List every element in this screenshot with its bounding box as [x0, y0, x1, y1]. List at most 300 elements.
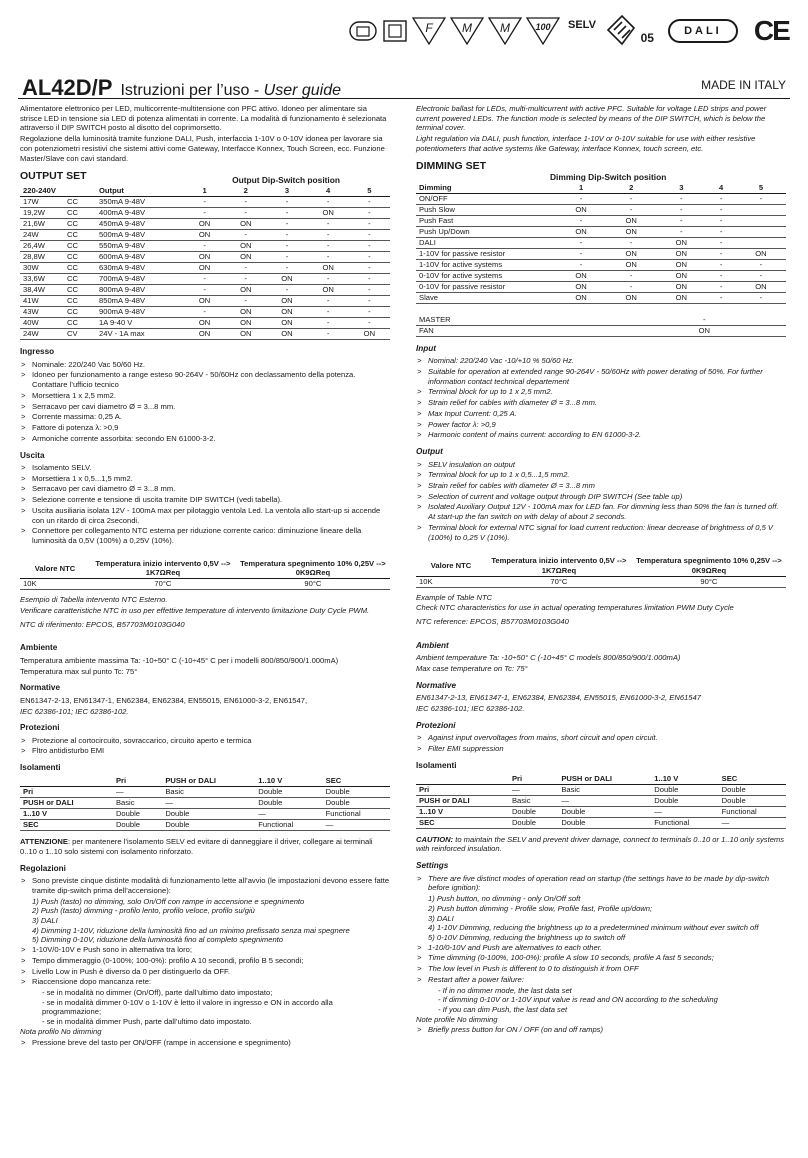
regolazioni-note: Nota profilo No dimming: [20, 1026, 102, 1036]
dimming-cell: 1-10V for passive resistor: [416, 249, 556, 260]
input-item: > Power factor λ: >0,9: [416, 420, 786, 430]
settings-bullet: > Time dimming (0-100%, 100-0%): profile A slow 10 seconds, profile A fast 5 seconds;: [416, 953, 786, 963]
output-cell: ON: [184, 230, 225, 241]
output-cell: -: [266, 219, 307, 230]
ingresso-item: > Corrente massima: 0,25 A.: [20, 412, 390, 422]
certification-symbols: [348, 14, 789, 48]
dimming-cell: -: [656, 216, 706, 227]
dimming-cell: ON: [556, 271, 606, 282]
output-cell: -: [308, 197, 349, 208]
ambient-text: Ambient temperature Ta: -10÷50° C (-10÷45° C models 800/850/900/1.000mA): [416, 653, 681, 663]
dimming-cell: -: [706, 216, 735, 227]
output-cell: ON: [225, 285, 266, 296]
intro-paragraph-2: Regolazione della luminosità tramite funzione DALI, Push, interfaccia 1-10V o 0-10V idonea per lavorare sia con potenziometri resistivi che sistemi attivi come Gateway, Interfacce Konnex, Touch Screen, ecc. Funzione Master/Slave con cavi standard.: [20, 134, 385, 163]
settings-sub-item: - If dimming 0-10V or 1-10V input value is read and ON according to the scheduling: [438, 995, 718, 1005]
normative-heading-en: Normative: [416, 680, 457, 690]
dimming-cell: 0-10V for passive resistor: [416, 282, 556, 293]
output-cell: 800mA 9-48V: [96, 285, 184, 296]
output-cell: -: [266, 252, 307, 263]
settings-mode: 5) 0-10V Dimming, reducing the brightness up to switch off: [428, 932, 626, 942]
output-cell: -: [349, 263, 390, 274]
dimming-cell: -: [556, 238, 606, 249]
dimming-cell: -: [706, 205, 735, 216]
dimming-cell: ON: [656, 293, 706, 304]
class-ii-icon: [382, 19, 408, 43]
output-table-row: [20, 263, 390, 274]
protezioni-item: > Protezione al cortocircuito, sovraccarico, circuito aperto e termica: [20, 736, 390, 746]
settings-sub-item: - If in no dimmer mode, the last data set: [438, 985, 572, 995]
output-cell: 24W: [20, 230, 64, 241]
output-cell: -: [266, 285, 307, 296]
isolamenti-head-cell: Pri: [509, 773, 558, 784]
ntc-note: Esempio di Tabella intervento NTC Esterno.: [20, 595, 168, 605]
dimming-cell: -: [556, 194, 606, 205]
output-cell: 350mA 9-48V: [96, 197, 184, 208]
dimming-cell: DALI: [416, 238, 556, 249]
ntc-table: Valore NTC Temperatura inizio intervento 0,5V --> 1K7ΩReq Temperatura spegnimento 10% 0,25V --> 0K9ΩReq 10K 70°C 90°C: [20, 559, 390, 590]
output-cell: -: [184, 197, 225, 208]
attenzione-text: ATTENZIONE: per mantenere l’isolamento SELV ed evitare di danneggiare il driver, collegare ai terminali 0..10 o 1..10 solo sistemi con isolamento rinforzato.: [20, 837, 373, 856]
isolamenti-cell: —: [558, 795, 651, 806]
output-cell: -: [349, 219, 390, 230]
dimming-table-row: [416, 293, 786, 304]
dimming-cell: ON: [656, 260, 706, 271]
dimming-table-row: [416, 249, 786, 260]
protezioni-list: [20, 736, 390, 756]
dimming-cell: -: [606, 205, 656, 216]
ntc-note-2: Verificare caratteristiche NTC in uso per effettive temperature di intervento limitazione Duty Cycle PWM.: [20, 605, 370, 615]
output-cell: -: [349, 208, 390, 219]
isolamenti-cell: Double: [323, 787, 390, 798]
isolamenti-cell: Double: [509, 806, 558, 817]
regolazioni-mode: 2) Push (tasto) dimming - profilo lento, profilo veloce, profilo su/giù: [32, 906, 255, 916]
output-cell: -: [349, 197, 390, 208]
dimming-cell: ON/OFF: [416, 194, 556, 205]
caution-text: CAUTION: to maintain the SELV and prevent driver damage, connect to terminals 0..10 or 1..10 only systems with reinforced insulation.: [416, 834, 785, 854]
master-table-row: [416, 314, 786, 325]
output-item: > Terminal block for external NTC signal for load current reduction: linear decrease of brightness of 0,5 V (100%) to 0,25 V (10%).: [416, 523, 786, 542]
regolazioni-bullet: > Livello Low in Push è diverso da 0 per distinguerlo da OFF.: [20, 967, 390, 977]
output-cell: ON: [308, 285, 349, 296]
model-name: AL42D/P: [22, 75, 113, 100]
made-in-italy: MADE IN ITALY: [701, 78, 786, 92]
output-cell: 33,6W: [20, 274, 64, 285]
isolamenti-head-cell: Pri: [113, 776, 162, 787]
dimming-cell: ON: [606, 293, 656, 304]
english-column: [416, 104, 786, 1036]
isolamenti-cell: Double: [719, 784, 786, 795]
uscita-item: > Isolamento SELV.: [20, 463, 390, 473]
output-cell: ON: [184, 219, 225, 230]
italian-column: [20, 104, 390, 1048]
isolamenti-table-en: [416, 773, 786, 829]
regolazioni-heading: Regolazioni: [20, 863, 66, 873]
output-cell: ON: [184, 263, 225, 274]
isolamenti-cell: —: [255, 809, 322, 820]
dimming-table-row: [416, 260, 786, 271]
dimming-cell: -: [656, 227, 706, 238]
output-cell: 630mA 9-48V: [96, 263, 184, 274]
output-table-row: [20, 241, 390, 252]
dimming-cell: ON: [656, 271, 706, 282]
input-list: [416, 356, 786, 440]
output-cell: -: [308, 318, 349, 329]
output-cell: -: [308, 241, 349, 252]
output-cell: CC: [64, 241, 96, 252]
master-cell: [556, 325, 589, 336]
regolazioni-bullet: > Riaccensione dopo mancanza rete:: [20, 977, 390, 987]
output-cell: 28,8W: [20, 252, 64, 263]
master-cell: [556, 314, 589, 325]
dimming-cell: -: [606, 271, 656, 282]
master-cell: -: [656, 314, 753, 325]
dimming-table: [416, 183, 786, 305]
dimming-cell: -: [736, 194, 786, 205]
settings-bullet: > The low level in Push is different to 0 to distinguish it from OFF: [416, 964, 786, 974]
dimming-cell: Push Slow: [416, 205, 556, 216]
output-cell: -: [349, 252, 390, 263]
enec-icon: 05: [604, 14, 654, 48]
output-cell: 700mA 9-48V: [96, 274, 184, 285]
protezioni-item-en: > Filter EMI suppression: [416, 744, 786, 754]
output-cell: 1A 9-40 V: [96, 318, 184, 329]
dimming-cell: -: [706, 293, 735, 304]
settings-last: > Briefly press button for ON / OFF (on and off ramps): [416, 1025, 786, 1035]
output-cell: -: [308, 230, 349, 241]
output-cell: ON: [225, 318, 266, 329]
dimming-table-row: [416, 238, 786, 249]
m-mark-icon: M: [450, 17, 484, 45]
dimming-dip-caption: Dimming Dip-Switch position: [550, 172, 667, 183]
regolazioni-last: > Pressione breve del tasto per ON/OFF (rampe in accensione e spegnimento): [20, 1038, 390, 1048]
output-cell: 900mA 9-48V: [96, 307, 184, 318]
isolamenti-row: [416, 817, 786, 828]
output-cell: 41W: [20, 296, 64, 307]
output-item: > Terminal block for up to 1 x 0,5...1,5 mm2.: [416, 470, 786, 480]
dimming-cell: ON: [736, 249, 786, 260]
output-table-row: [20, 197, 390, 208]
output-cell: ON: [184, 296, 225, 307]
dimming-cell: -: [606, 194, 656, 205]
output-cell: 19,2W: [20, 208, 64, 219]
isolamenti-cell: Pri: [20, 787, 113, 798]
output-cell: ON: [225, 219, 266, 230]
output-cell: -: [225, 274, 266, 285]
output-cell: -: [308, 296, 349, 307]
protezioni-item: > Fltro antidisturbo EMI: [20, 746, 390, 756]
isolamenti-head-cell: 1..10 V: [255, 776, 322, 787]
isolamenti-table: [20, 776, 390, 832]
isolamenti-cell: Functional: [255, 820, 322, 831]
isolamenti-cell: SEC: [416, 817, 509, 828]
isolamenti-cell: Double: [509, 817, 558, 828]
ambiente-text: Temperatura ambiente massima Ta: -10÷50° C (-10÷45° C per i modelli 800/850/900/1.000mA): [20, 655, 339, 665]
output-cell: ON: [225, 329, 266, 340]
dimming-cell: -: [706, 282, 735, 293]
isolamenti-cell: Double: [255, 787, 322, 798]
output-cell: ON: [225, 241, 266, 252]
dimming-table-row: [416, 271, 786, 282]
dimming-cell: ON: [656, 249, 706, 260]
intro-paragraph-en: Electronic ballast for LEDs, multi-multicurrent with active PFC. Suitable for voltage LED strips and power current powered LEDs. The function mode is selected by means of the DIP SWITCH, which is below the terminal cover.: [416, 104, 767, 133]
ntc-reference: NTC di riferimento: EPCOS, B57703M0103G040: [20, 619, 185, 629]
dimming-cell: ON: [606, 216, 656, 227]
output-item: > Selection of current and voltage output through DIP SWITCH (See table up): [416, 492, 786, 502]
isolamenti-header: [20, 776, 390, 787]
output-cell: ON: [266, 274, 307, 285]
isolamenti-cell: Functional: [651, 817, 718, 828]
dimming-cell: -: [556, 249, 606, 260]
output-cell: -: [349, 230, 390, 241]
ce-mark: CE: [753, 15, 789, 47]
isolamenti-cell: —: [162, 798, 255, 809]
dimming-cell: -: [706, 260, 735, 271]
output-cell: ON: [266, 329, 307, 340]
isolamenti-cell: Functional: [323, 809, 390, 820]
ntc-reference-en: NTC reference: EPCOS, B57703M0103G040: [416, 617, 569, 627]
dimming-table-row: [416, 205, 786, 216]
ingresso-item: > Fattore di potenza λ: >0,9: [20, 423, 390, 433]
isolamenti-cell: Double: [255, 798, 322, 809]
regolazioni-sub-item: - se in modalità no dimmer (On/Off), parte dall’ultimo dato impostato;: [42, 988, 273, 997]
master-cell: FAN: [416, 325, 556, 336]
dali-logo: DALI: [668, 19, 738, 43]
isolamenti-cell: Double: [558, 806, 651, 817]
master-cell: [753, 325, 786, 336]
output-cell: 600mA 9-48V: [96, 252, 184, 263]
output-item: > Strain relief for cables with diameter Ø = 3...8 mm: [416, 481, 786, 491]
regolazioni-mode: 5) Dimming 0-10V, riduzione della luminosità fino al completo spegnimento: [32, 935, 284, 945]
header-divider: [18, 98, 790, 99]
dimming-cell: [736, 205, 786, 216]
settings-intro: > There are five distinct modes of operation read on startup (the settings have to be made by dip-switch before ignition):: [416, 874, 786, 893]
output-cell: 850mA 9-48V: [96, 296, 184, 307]
dimming-cell: ON: [656, 238, 706, 249]
input-heading: Input: [416, 343, 437, 353]
output-cell: -: [349, 285, 390, 296]
output-cell: CC: [64, 208, 96, 219]
output-table-row: [20, 296, 390, 307]
output-cell: ON: [349, 329, 390, 340]
regolazioni-bullets: [20, 945, 390, 987]
output-cell: -: [184, 285, 225, 296]
ambient-heading: Ambient: [416, 640, 449, 650]
isolamenti-cell: PUSH or DALI: [20, 798, 113, 809]
output-item: > Isolated Auxiliary Output 12V - 100mA max for LED fan. For dimming less than 50% the fan is turned off. At start-up the fan switch on with delay of about 2 seconds.: [416, 502, 786, 521]
ingresso-item: > Serracavo per cavi diametro Ø = 3...8 mm.: [20, 402, 390, 412]
dimming-cell: Push Up/Down: [416, 227, 556, 238]
dimming-cell: ON: [556, 293, 606, 304]
dimming-cell: -: [736, 260, 786, 271]
master-fan-table: [416, 314, 786, 337]
ingresso-heading: Ingresso: [20, 347, 55, 357]
dimming-cell: -: [606, 282, 656, 293]
isolamenti-row: [416, 806, 786, 817]
master-cell: ON: [656, 325, 753, 336]
output-cell: 550mA 9-48V: [96, 241, 184, 252]
output-cell: ON: [308, 263, 349, 274]
dimming-table-header: Dimming 1 2 3 4 5: [416, 183, 786, 194]
ntc-table-en: Valore NTC Temperatura inizio intervento 0,5V --> 1K7ΩReq Temperatura spegnimento 10% 0,25V --> 0K9ΩReq 10K 70°C 90°C: [416, 556, 786, 587]
output-cell: 450mA 9-48V: [96, 219, 184, 230]
isolamenti-head-cell: PUSH or DALI: [558, 773, 651, 784]
isolamenti-cell: SEC: [20, 820, 113, 831]
output-set-title: OUTPUT SET: [20, 170, 87, 183]
input-item: > Max Input Current: 0,25 A.: [416, 409, 786, 419]
output-table-row: [20, 329, 390, 340]
output-cell: ON: [225, 252, 266, 263]
isolamenti-cell: Double: [113, 820, 162, 831]
settings-sub: [416, 986, 786, 1015]
isolamenti-cell: —: [509, 784, 558, 795]
regolazioni-intro: > Sono previste cinque distinte modalità di funzionamento lette all’avvio (le impostazioni devono essere fatte tramite dip-switch prima dell’accensione):: [20, 876, 390, 895]
output-cell: -: [349, 318, 390, 329]
output-cell: ON: [225, 307, 266, 318]
normative-text-en-2: IEC 62386-101; IEC 62386-102.: [416, 704, 525, 714]
dimming-cell: -: [656, 205, 706, 216]
output-cell: CC: [64, 296, 96, 307]
ambiente-heading: Ambiente: [20, 643, 58, 653]
dimming-cell: [736, 238, 786, 249]
output-cell: -: [266, 241, 307, 252]
dimming-cell: [736, 216, 786, 227]
uscita-item: > Selezione corrente e tensione di uscita tramite DIP SWITCH (vedi tabella).: [20, 495, 390, 505]
dimming-cell: -: [706, 271, 735, 282]
output-cell: -: [225, 296, 266, 307]
regolazioni-mode: 3) DALI: [32, 915, 58, 925]
output-cell: -: [184, 307, 225, 318]
output-cell: CC: [64, 230, 96, 241]
dimming-cell: ON: [606, 249, 656, 260]
temp-100-icon: 100: [526, 17, 560, 45]
mm-mark-icon: M: [488, 17, 522, 45]
settings-sub-item: - If you can dim Push, the last data set: [438, 1004, 568, 1014]
f-mark-icon: F: [412, 17, 446, 45]
output-cell: 17W: [20, 197, 64, 208]
uscita-item: > Serracavo per cavi diametro Ø = 3...8 mm.: [20, 484, 390, 494]
isolamenti-head-cell: PUSH or DALI: [162, 776, 255, 787]
isolamenti-cell: Basic: [162, 787, 255, 798]
isolamenti-cell: Double: [113, 809, 162, 820]
regolazioni-bullet: > 1-10V/0-10V e Push sono in alternativa tra loro;: [20, 945, 390, 955]
settings-mode: 3) DALI: [428, 913, 454, 923]
isolamenti-row: [20, 820, 390, 831]
isolamenti-head-cell: SEC: [719, 773, 786, 784]
output-cell: 24W: [20, 329, 64, 340]
output-table-row: [20, 252, 390, 263]
ntc-note-en-2: Check NTC characteristics for use in actual operating temperatures limitation PWM Duty Cycle: [416, 603, 734, 613]
output-cell: 24V - 1A max: [96, 329, 184, 340]
ingresso-item: > Armoniche corrente assorbita: secondo EN 61000-3-2.: [20, 434, 390, 444]
ntc-row-en: 10K 70°C 90°C: [416, 576, 786, 587]
isolamenti-cell: Basic: [113, 798, 162, 809]
regolazioni-bullet: > Tempo dimmeraggio (0-100%; 100-0%): profilo A 10 secondi, profilo B 5 secondi;: [20, 956, 390, 966]
output-cell: -: [266, 263, 307, 274]
isolamenti-cell: Double: [719, 795, 786, 806]
output-cell: -: [266, 197, 307, 208]
uscita-list: [20, 463, 390, 546]
output-cell: CC: [64, 285, 96, 296]
dimming-table-row: [416, 227, 786, 238]
output-cell: -: [225, 208, 266, 219]
settings-bullet: > Restart after a power failure:: [416, 975, 786, 985]
output-cell: 43W: [20, 307, 64, 318]
output-table-row: [20, 230, 390, 241]
master-cell: [753, 314, 786, 325]
settings-bullets: [416, 943, 786, 985]
isolamenti-cell: Basic: [558, 784, 651, 795]
dimming-cell: ON: [736, 282, 786, 293]
output-cell: 40W: [20, 318, 64, 329]
isolamenti-row: [20, 787, 390, 798]
normative-text: EN61347-2-13, EN61347-1, EN62384, EN62384, EN55015, EN61000-3-2, EN61547,: [20, 695, 308, 705]
dimming-cell: -: [736, 293, 786, 304]
output-cell: ON: [266, 307, 307, 318]
isolamenti-cell: Double: [162, 820, 255, 831]
dimming-cell: 0-10V for active systems: [416, 271, 556, 282]
output-cell: CC: [64, 219, 96, 230]
output-cell: 38,4W: [20, 285, 64, 296]
output-cell: 30W: [20, 263, 64, 274]
output-cell: -: [184, 208, 225, 219]
output-cell: CC: [64, 274, 96, 285]
isolamenti-header: [416, 773, 786, 784]
output-table-row: [20, 208, 390, 219]
output-table-row: [20, 318, 390, 329]
dimming-cell: [736, 227, 786, 238]
isolamenti-cell: Basic: [509, 795, 558, 806]
output-cell: -: [349, 274, 390, 285]
isolamenti-cell: Double: [651, 784, 718, 795]
output-cell: -: [184, 274, 225, 285]
selv-label: SELV: [568, 19, 596, 31]
ingresso-item: > Idoneo per funzionamento a range esteso 90-264V - 50/60Hz con declassamento della potenza. Contattare l’ufficio tecnico: [20, 370, 390, 389]
settings-note: Note profile No dimming: [416, 1014, 498, 1024]
output-cell: -: [308, 219, 349, 230]
regolazioni-sub-item: - se in modalità dimmer Push, parte dall’ultimo dato impostato.: [42, 1017, 252, 1027]
ingresso-item: > Morsettiera 1 x 2,5 mm2.: [20, 391, 390, 401]
output-item: > SELV insulation on output: [416, 460, 786, 470]
output-table-row: [20, 285, 390, 296]
dimming-cell: -: [706, 227, 735, 238]
dimming-cell: ON: [556, 227, 606, 238]
isolamenti-heading: Isolamenti: [20, 763, 61, 773]
output-cell: -: [349, 296, 390, 307]
dimming-set-title: DIMMING SET: [416, 159, 486, 172]
isolamenti-cell: 1..10 V: [20, 809, 113, 820]
isolamenti-heading-en: Isolamenti: [416, 760, 457, 770]
isolamenti-cell: Double: [558, 817, 651, 828]
settings-mode: 1) Push button, no dimming - only On/Off soft: [428, 894, 581, 904]
ingresso-list: [20, 360, 390, 444]
isolamenti-head-cell: [416, 773, 509, 784]
isolamenti-cell: 1..10 V: [416, 806, 509, 817]
dimming-cell: -: [706, 238, 735, 249]
normative-text-2: IEC 62386-101; IEC 62386-102.: [20, 706, 129, 716]
master-cell: [623, 314, 656, 325]
settings-mode: 2) Push button dimming - Profile slow, Profile fast, Profile up/down;: [428, 903, 653, 913]
isolamenti-cell: PUSH or DALI: [416, 795, 509, 806]
dimming-cell: ON: [556, 282, 606, 293]
intro-paragraph: Alimentatore elettronico per LED, multicorrente-multitensione con PFC attivo. Idoneo per alimentare sia strisce LED in tensione sia LED di potenza alimentati in corrente. La modalità di funzionamento è selezionata attraverso il DIP SWITCH posto al disotto del coprimorsetto.: [20, 104, 387, 133]
isolamenti-cell: —: [323, 820, 390, 831]
input-item: > Suitable for operation at extended range 90-264V - 50/60Hz with power derating of 50%. For further information contact technical departement: [416, 367, 786, 386]
settings-heading: Settings: [416, 861, 449, 871]
output-table-row: [20, 307, 390, 318]
uscita-item: > Morsettiera 1 x 0,5...1,5 mm2.: [20, 474, 390, 484]
isolamenti-head-cell: 1..10 V: [651, 773, 718, 784]
output-cell: -: [266, 208, 307, 219]
